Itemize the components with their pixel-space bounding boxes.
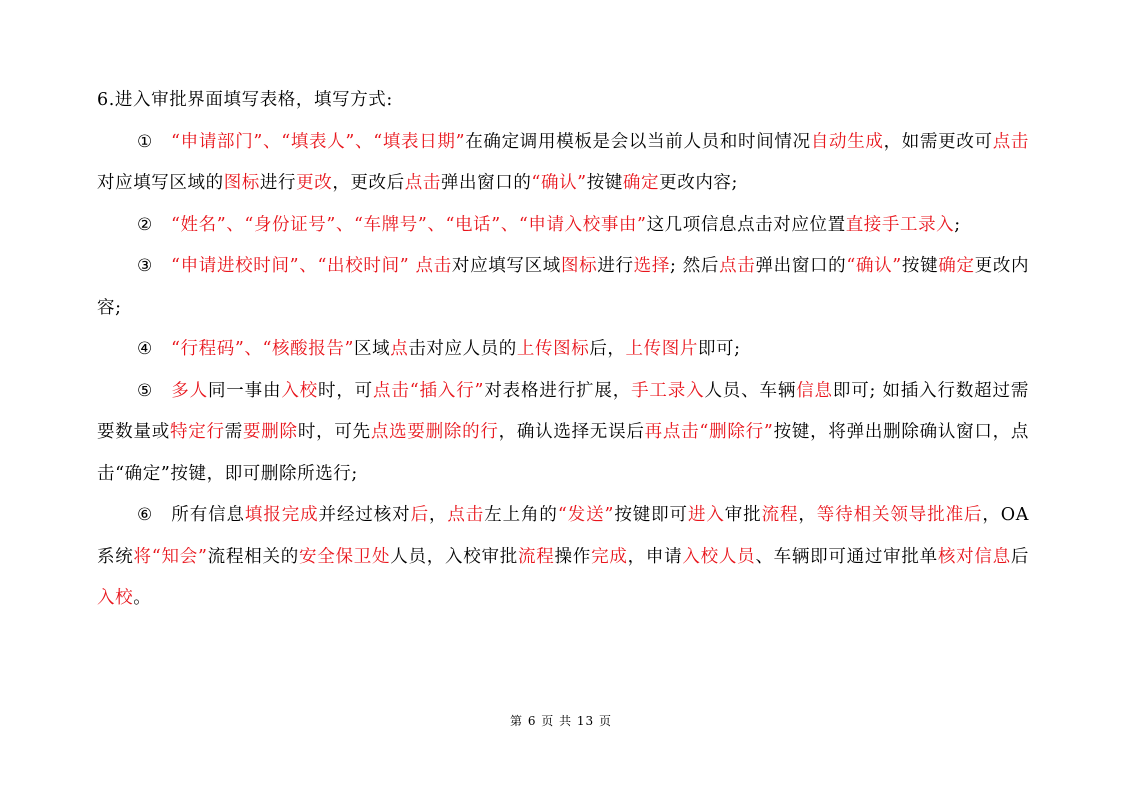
document-content — [97, 80, 1029, 620]
highlighted-text: 确定 — [622, 173, 660, 193]
highlighted-text: “发送” — [557, 505, 615, 525]
body-text: 时，可先 — [297, 422, 371, 442]
body-text: 即可; 如插入行数超过需要数量或 — [97, 380, 1029, 442]
highlighted-text: 入校 — [281, 380, 318, 401]
body-text: 即可; — [697, 339, 741, 359]
body-text: ，更改后 — [332, 173, 405, 193]
highlighted-text: 点击 — [373, 380, 410, 401]
body-text: 同一事由 — [207, 380, 282, 401]
highlighted-text: 上传图标 — [516, 339, 590, 359]
body-text: 按键 — [901, 256, 939, 276]
highlighted-text: “行程码”、“核酸报告” — [171, 339, 354, 359]
item-number: ③ — [137, 256, 153, 276]
body-text: 按键，将弹出删除确认窗口，点击“确定”按键，即可删除所选行; — [97, 422, 1029, 484]
body-text: 左上角的 — [484, 505, 558, 525]
highlighted-text: 点 — [390, 339, 409, 359]
body-text: 弹出窗口的 — [755, 256, 847, 276]
body-text: ，如需更改可 — [883, 131, 993, 152]
instruction-item — [97, 371, 1029, 496]
highlighted-text: 多人 — [171, 380, 208, 401]
body-text: 时，可 — [318, 380, 374, 401]
body-text: 、车辆即可通过审批单 — [755, 546, 938, 567]
highlighted-text: 图标 — [223, 173, 260, 193]
highlighted-text: 选择 — [633, 256, 671, 276]
highlighted-text: 图标 — [560, 256, 598, 276]
highlighted-text: 点击 — [447, 505, 485, 525]
highlighted-text: 点击 — [415, 256, 452, 276]
body-text: ，申请 — [627, 546, 683, 567]
body-text: 按键即可 — [614, 505, 688, 525]
highlighted-text: 将“知会” — [133, 546, 208, 567]
highlighted-text: “申请进校时间”、“出校时间” — [171, 256, 410, 276]
highlighted-text: 流程 — [518, 546, 555, 567]
highlighted-text: 手工录入 — [631, 380, 705, 401]
highlighted-text: 入校 — [97, 588, 134, 608]
item-number: ④ — [137, 339, 153, 359]
instruction-item — [97, 122, 1029, 205]
highlighted-text: 后 — [410, 505, 429, 525]
item-number: ⑥ — [137, 505, 153, 525]
highlighted-text: “确认” — [531, 173, 587, 193]
highlighted-text: 入校人员 — [682, 546, 756, 567]
highlighted-text: 进入 — [687, 505, 725, 525]
highlighted-text: 信息 — [796, 380, 833, 401]
body-text: ，OA 系统 — [97, 505, 1029, 567]
highlighted-text: 更改 — [296, 173, 333, 193]
highlighted-text: 直接手工录入 — [845, 214, 955, 235]
body-text: 弹出窗口的 — [440, 173, 532, 193]
body-text: 按键 — [586, 173, 623, 193]
item-number: ⑤ — [137, 380, 153, 401]
instruction-item — [97, 329, 1029, 371]
body-text: 进行 — [597, 256, 634, 276]
instruction-item — [97, 246, 1029, 329]
body-text: 并经过核对 — [318, 505, 411, 525]
body-text: 审批 — [724, 505, 762, 525]
body-text: 所有信息 — [171, 505, 245, 525]
body-text: 对表格进行扩展， — [484, 380, 632, 401]
highlighted-text: “确认” — [846, 256, 902, 276]
highlighted-text: 自动生成 — [810, 131, 884, 152]
body-text: ; 然后 — [670, 256, 720, 276]
highlighted-text: 等待相关领导批准后 — [816, 505, 983, 525]
body-text: 后， — [589, 339, 626, 359]
highlighted-text: 安全保卫处 — [298, 546, 391, 567]
body-text: 人员、车辆 — [704, 380, 797, 401]
body-text: ; — [954, 214, 961, 235]
body-text: ， — [428, 505, 448, 525]
highlighted-text: 填报完成 — [244, 505, 319, 525]
highlighted-text: 要删除 — [243, 422, 298, 442]
section-heading: 6.进入审批界面填写表格，填写方式: — [97, 90, 393, 110]
body-text: 对应填写区域的 — [97, 173, 224, 193]
body-text: 区域 — [354, 339, 391, 359]
body-text: 更改内容; — [659, 173, 739, 193]
highlighted-text: 再点击 — [644, 422, 700, 442]
highlighted-text: 点击 — [992, 131, 1030, 152]
body-text: 流程相关的 — [207, 546, 299, 567]
body-text: ， — [798, 505, 817, 525]
highlighted-text: “姓名”、“身份证号”、“车牌号”、“电话”、“申请入校事由” — [171, 214, 647, 235]
highlighted-text: 确定 — [938, 256, 975, 276]
page-footer: 第 6 页 共 13 页 — [510, 714, 612, 728]
highlighted-text: 流程 — [761, 505, 799, 525]
body-text: 后 — [1010, 546, 1030, 567]
instruction-item — [97, 495, 1029, 620]
body-text: 。 — [133, 588, 152, 608]
highlighted-text: “插入行” — [409, 380, 485, 401]
body-text: 击对应人员的 — [408, 339, 517, 359]
highlighted-text: 完成 — [591, 546, 628, 567]
body-text: 进行 — [259, 173, 297, 193]
instruction-item — [97, 205, 1029, 247]
body-text: 人员，入校审批 — [390, 546, 519, 567]
instruction-list — [97, 122, 1029, 620]
body-text: 操作 — [554, 546, 592, 567]
item-number: ② — [137, 214, 153, 235]
highlighted-text: 上传图片 — [625, 339, 698, 359]
highlighted-text: 点击 — [404, 173, 441, 193]
body-text: 在确定调用模板是会以当前人员和时间情况 — [465, 131, 811, 152]
item-number: ① — [137, 131, 153, 152]
highlighted-text: 点选要删除的行 — [370, 422, 499, 442]
highlighted-text: 核对信息 — [937, 546, 1011, 567]
body-text: 这几项信息点击对应位置 — [646, 214, 846, 235]
highlighted-text: “申请部门”、“填表人”、“填表日期” — [171, 131, 466, 152]
body-text: 更改内容; — [97, 256, 1030, 318]
highlighted-text: 特定行 — [170, 422, 225, 442]
highlighted-text: “删除行” — [699, 422, 774, 442]
body-text: 对应填写区域 — [451, 256, 561, 276]
body-text: ，确认选择无误后 — [498, 422, 645, 442]
highlighted-text: 点击 — [719, 256, 756, 276]
body-text: 需 — [224, 422, 244, 442]
